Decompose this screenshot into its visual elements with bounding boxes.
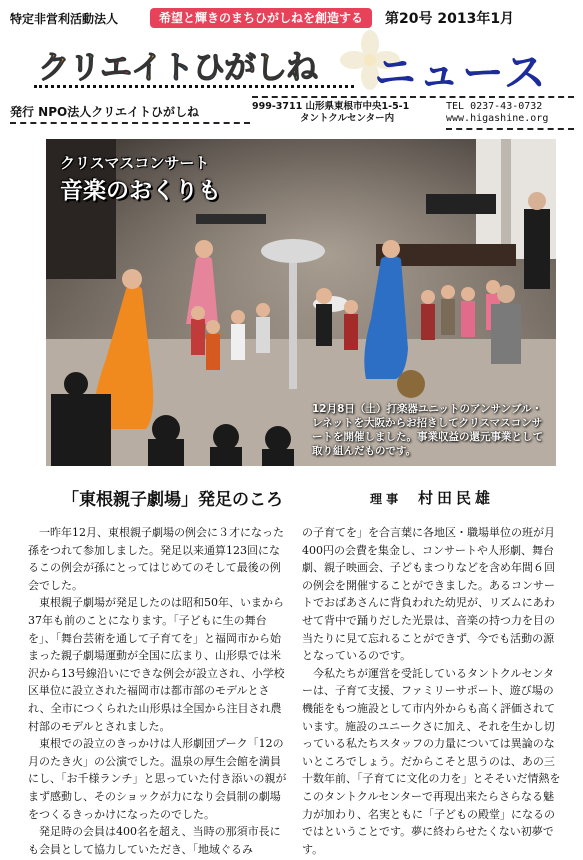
photo-headline-small: クリスマスコンサート [60, 154, 210, 172]
article-paragraph: 今私たちが運営を受託しているタントクルセンターは、子育て支援、ファミリーサポート、遊び場の機能をもつ施設として市内外からも高く評価されています。施設のユニークさに加え、それを生かし切っている私たちスタッフの力量については異論のないところでしょう。だからこそと思うのは、あの三十数年前、「子育てに文化の力を」とそそいだ情熱をこのタントクルセンターで再現出来たらさらなる魅力が加わり、名実ともに「子どもの殿堂」になるのではということです。夢に終わらせたくない初夢です。 [302, 666, 561, 856]
header-divider-top [252, 96, 574, 98]
title-char: し [255, 48, 287, 86]
title-char: ひ [193, 48, 225, 86]
publisher-label: 発行 NPO法人クリエイトひがしね [10, 105, 199, 119]
contact-block [446, 101, 548, 125]
organization-type-label: 特定非営利活動法人 [10, 12, 119, 26]
slogan-banner: 希望と輝きのまちひがしねを創造する [150, 8, 372, 28]
title-char: リ [69, 48, 101, 86]
article-column-right [302, 524, 564, 858]
photo-caption: 12月8日（土）打楽器ユニットのアンサンブル・レネットを大阪からお招きしてクリスマスコンサートを開催しました。事業収益の還元事業として取り組んだものです。 [312, 403, 543, 457]
address-line-2: タントクルセンター内 [300, 113, 395, 124]
newsletter-title [38, 42, 317, 88]
article-paragraph: 発足時の会員は400名を超え、当時の那須市長にも会員として協力していただき、「地域ぐるみ [28, 825, 281, 856]
title-char: ク [38, 48, 70, 86]
newsletter-title-news: ニュース [374, 48, 548, 97]
author-name: 村田民雄 [418, 489, 495, 507]
title-char: イ [131, 48, 163, 86]
article-paragraph: 東根での設立のきっかけは人形劇団プーク「12の月のたき火」の公演でした。温泉の厚生会館を満員にし、「お千様ランチ」と思っていた付き添いの親がまず感動し、そのショックが力になり会員制の劇場をつくるきっかけになったのでした。 [28, 737, 287, 821]
issue-number-date: 第20号 2013年1月 [385, 11, 515, 27]
telephone-number: TEL 0237-43-0732 [446, 101, 543, 112]
title-char: ト [162, 48, 194, 86]
address-line-1: 999-3711 山形県東根市中央1-5-1 [252, 101, 410, 112]
article-paragraph: 東根親子劇場が発足したのは昭和50年、いまから37年も前のことになります。「子どもに生の舞台を」、「舞台芸術を通して子育てを」と福岡市から始まった親子劇場運動が全国に広まり、山形県では米沢から13号線沿いにできな例会が設立され、小学校区単位に設立された福岡市は都市部のモデルとされ、全市につくられた山形県は全国から注目され農村部のモデルとされました。 [28, 596, 285, 733]
title-char: エ [100, 48, 132, 86]
address-block [252, 101, 409, 125]
article-paragraph: の子育てを」を合言葉に各地区・職場単位の班が月400円の会費を集金し、コンサートや人形劇、舞台劇、親子映画会、子どもまつりなどを含め年間６回の例会を開催することができました。あるコンサートでおばあさんに背負われた幼児が、リズムにあわせて背中で踊りだした光景は、音楽の持つ力を目の当たりに見て忘れることができず、今でも活動の源となっているのです。 [302, 526, 555, 663]
article-column-left [28, 524, 290, 858]
author-role: 理 事 [370, 492, 399, 506]
photo-headline-large: 音楽のおくりも [60, 178, 221, 204]
article-title: 「東根親子劇場」発足のころ [62, 490, 283, 510]
website-url: www.higashine.org [446, 113, 549, 124]
title-char: が [224, 48, 256, 86]
header-divider-right [446, 128, 574, 130]
title-underline-divider [34, 85, 354, 91]
header-divider-left [10, 122, 250, 124]
article-paragraph: 一昨年12月、東根親子劇場の例会に３才になった孫をつれて参加しました。発足以来通算123回になるこの例会が孫にとってはじめてのそして最後の例会でした。 [28, 526, 284, 592]
title-char: ね [286, 48, 318, 86]
